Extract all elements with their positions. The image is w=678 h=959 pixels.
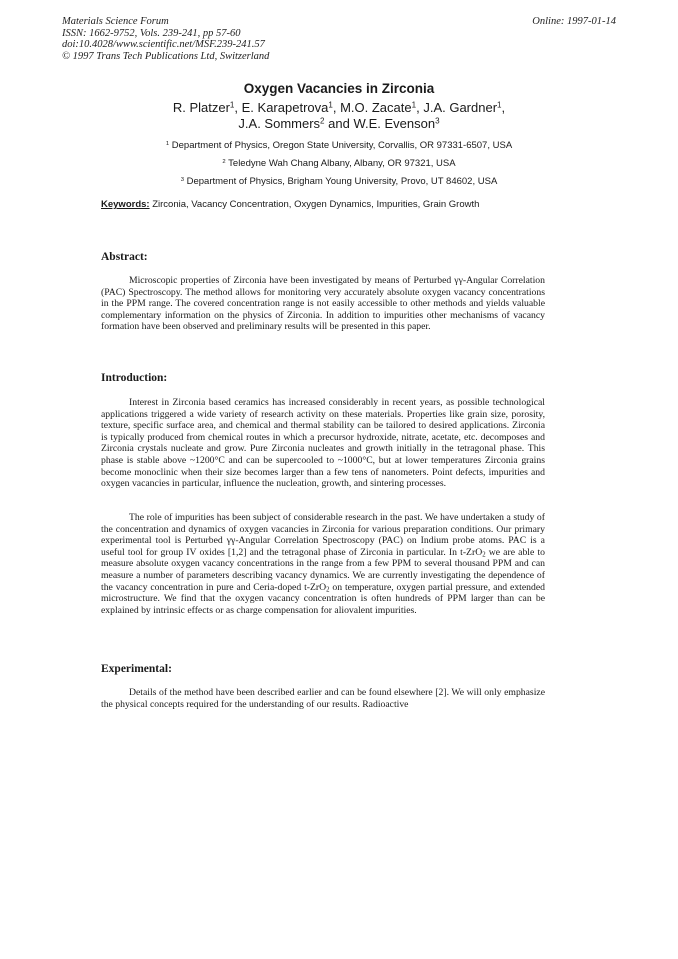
online-date: Online: 1997-01-14: [532, 16, 616, 27]
author-name: E. Karapetrova: [241, 100, 329, 115]
author-affiliation-mark: 1: [497, 100, 502, 110]
introduction-heading: Introduction:: [101, 372, 168, 384]
keywords-label: Keywords:: [101, 199, 150, 210]
keywords-line: [101, 199, 581, 210]
author-name: R. Platzer: [172, 100, 230, 115]
doi-link[interactable]: doi:10.4028/www.scientific.net/MSF.239-241.57: [62, 39, 265, 50]
author-affiliation-mark: 3: [435, 116, 440, 126]
author-affiliation-mark: 2: [320, 116, 325, 126]
affiliation-2: $^2$ Teledyne Wah Chang Albany, Albany, OR 97321, USA: [222, 158, 456, 169]
affiliation-1: $^1$ Department of Physics, Oregon State University, Corvallis, OR 97331-6507, USA: [165, 140, 513, 151]
experimental-heading: Experimental:: [101, 663, 172, 675]
abstract-heading: Abstract:: [101, 251, 148, 263]
affiliation-3: $^3$ Department of Physics, Brigham Young University, Provo, UT 84602, USA: [180, 176, 498, 187]
author-list: R. Platzer$^1$, E. Karapetrova$^1$, M.O. Zacate$^1$, J.A. Gardner$^1$, J.A. Sommers$^2$ and W.E. Evenson$^3$: [172, 100, 506, 131]
journal-header: [62, 16, 269, 62]
author-affiliation-mark: 1: [229, 100, 235, 110]
experimental-text: Details of the method have been described earlier and can be found elsewhere [2]. We will only emphasize the physical concepts required for the understanding of our results. Radioactive: [101, 687, 545, 710]
copyright-line: © 1997 Trans Tech Publications Ltd, Switzerland: [62, 50, 270, 62]
author-name: J.A. Gardner: [423, 100, 498, 115]
abstract-text: Microscopic properties of Zirconia have been investigated by means of Perturbed γγ-Angular Correlation (PAC) Spectroscopy. The method allows for monitoring very accurately absolute oxygen vacancy concentrations in the PPM range. The covered concentration range is not easily accessible to other methods and yields valuable complementary information on the physics of Zirconia. In addition to impurities other mechanisms of vacancy formation have been observed and preliminary results will be presented in this paper.: [101, 275, 545, 333]
author-name: M.O. Zacate: [340, 100, 412, 115]
author-affiliation-mark: 1: [328, 100, 333, 110]
issn-line: ISSN: 1662-9752, Vols. 239-241, pp 57-60: [62, 27, 241, 39]
introduction-paragraph-1: Interest in Zirconia based ceramics has increased considerably in recent years, as possible technological applications triggered a wide variety of research activity on these materials. Properties like grain size, porosity, texture, specific surface area, and chemical and thermal stability can be tailored to desired applications. Zirconia is typically produced from chemical routes in which a precursor hydroxide, nitrate, acetate, etc. decomposes and Zirconia crystals nucleate and grow. Pure Zirconia nucleates and growth initially in the tetragonal phase. This phase is stable above ~1200°C and can be supercooled to ~1000°C, but at lower temperatures Zirconia grains become monoclinic when their size becomes larger than a few tens of nanometers. Point defects, impurities and oxygen vacancies in particular, influence the nucleation, growth, and sintering processes.: [101, 397, 545, 490]
journal-name: Materials Science Forum: [62, 16, 169, 27]
keywords-text: Zirconia, Vacancy Concentration, Oxygen Dynamics, Impurities, Grain Growth: [152, 199, 480, 210]
author-name: J.A. Sommers: [238, 116, 321, 131]
introduction-paragraph-2: The role of impurities has been subject of considerable research in the past. We have undertaken a study of the concentration and dynamics of oxygen vacancies in Zirconia for various preparation conditions. Our primary experimental tool is Perturbed γγ-Angular Correlation Spectroscopy (PAC) on Indium probe atoms. PAC is a useful tool for group IV oxides [1,2] and the tetragonal phase of Zirconia in particular. In t-ZrO$_2$ we are able to measure absolute oxygen vacancy concentrations in the range from a few PPM to several thousand PPM and can measure a number of parameters describing vacancy dynamics. We are currently investigating the dependence of the vacancy concentration in pure and Ceria-doped t-ZrO$_2$ on temperature, oxygen partial pressure, and extended microstructure. We find that the oxygen vacancy concentration is often hundreds of PPM larger than can be explained by intrinsic effects or as charge compensation for aliovalent impurities.: [101, 512, 545, 616]
paper-title: Oxygen Vacancies in Zirconia: [243, 81, 435, 96]
author-affiliation-mark: 1: [411, 100, 417, 110]
author-name: W.E. Evenson: [353, 116, 436, 131]
